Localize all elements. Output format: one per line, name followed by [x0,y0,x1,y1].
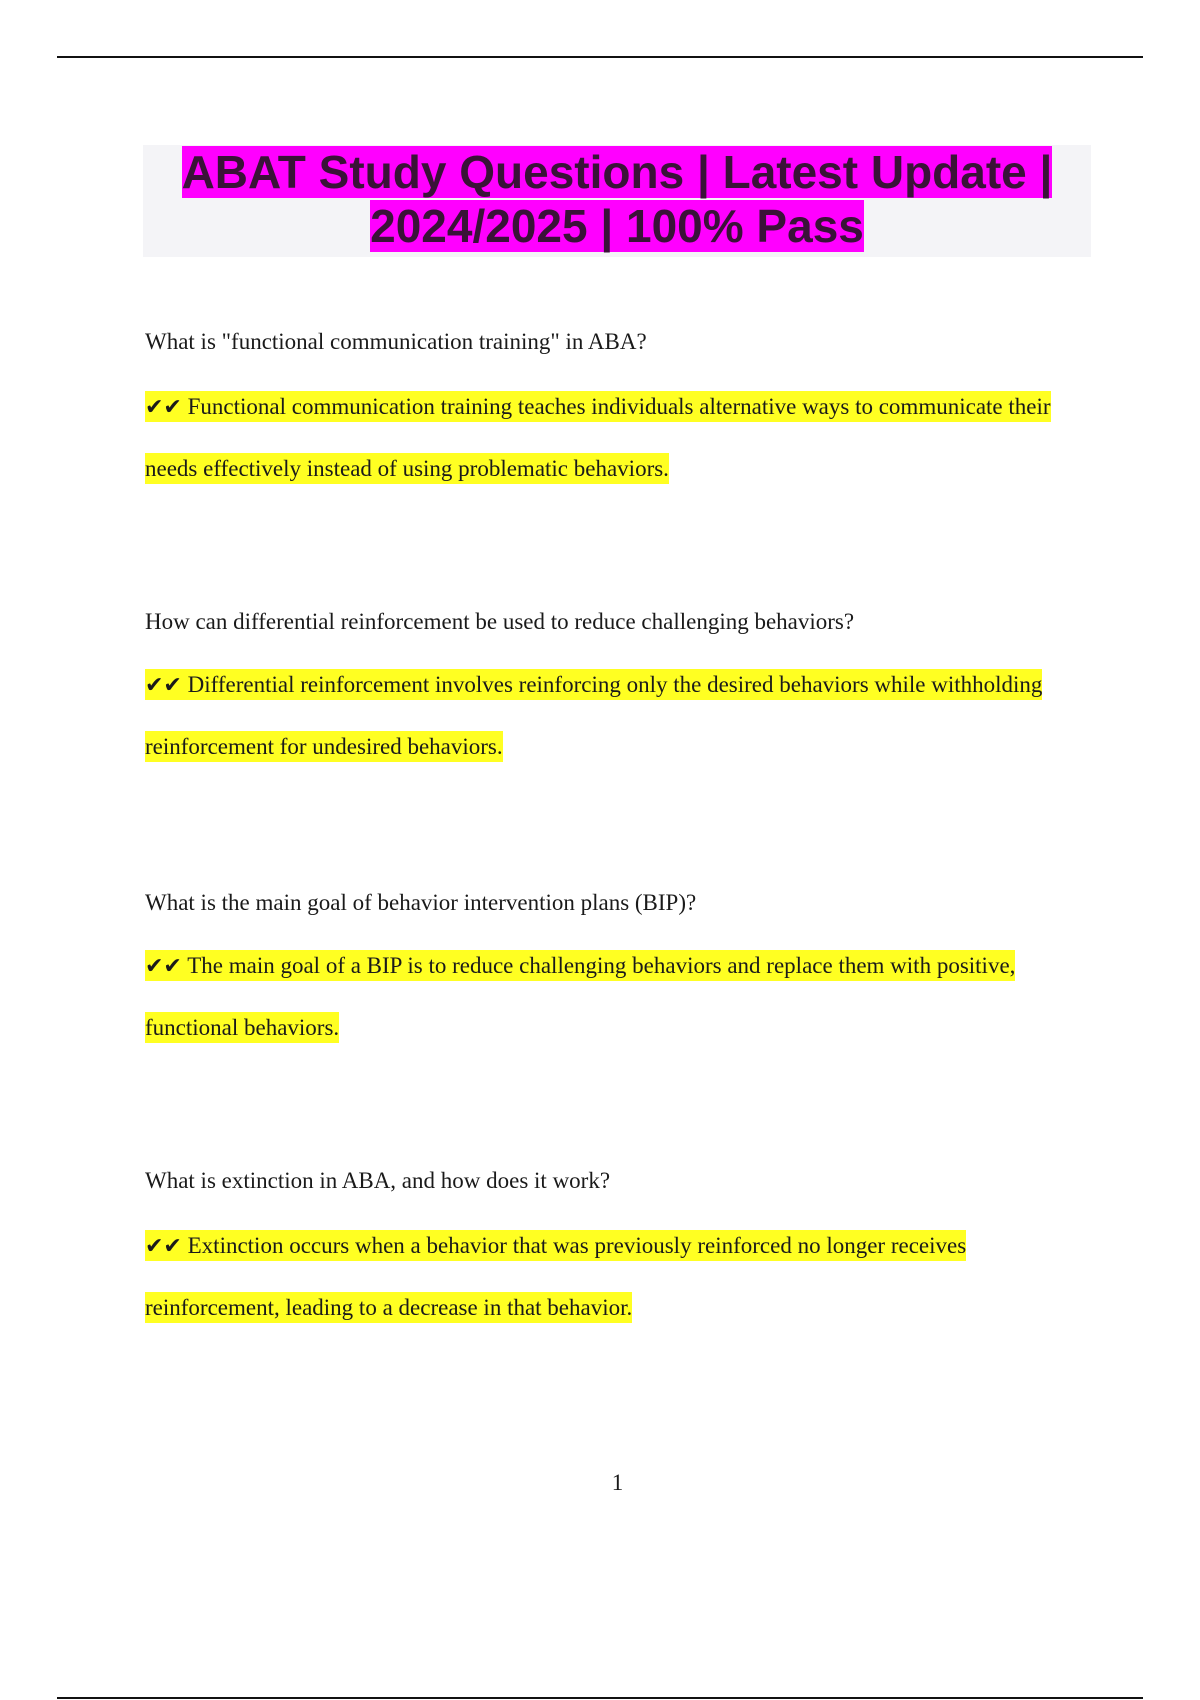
question-text: What is extinction in ABA, and how does it work? [145,1168,611,1193]
question-text: What is the main goal of behavior intervention plans (BIP)? [145,890,697,915]
answer-text: ✔✔ Extinction occurs when a behavior that was previously reinforced no longer receives reinforcement, leading to a decrease in that behavior. [145,1215,1075,1338]
double-check-icon: ✔✔ [145,954,182,979]
question-text: How can differential reinforcement be used to reduce challenging behaviors? [145,609,855,634]
double-check-icon: ✔✔ [145,673,182,698]
footer-rule [57,1697,1143,1699]
double-check-icon: ✔✔ [145,395,182,420]
document-title-box [143,145,1091,257]
answer-text: ✔✔ The main goal of a BIP is to reduce challenging behaviors and replace them with positive, functional behaviors. [145,935,1075,1058]
page-number: 1 [611,1470,624,1495]
answer-text: ✔✔ Functional communication training teaches individuals alternative ways to communicate their needs effectively instead of using problematic behaviors. [145,376,1075,499]
document-title: ABAT Study Questions | Latest Update | 2024/2025 | 100% Pass [181,146,1053,252]
header-rule [57,56,1143,58]
double-check-icon: ✔✔ [145,1234,182,1259]
answer-text: ✔✔ Differential reinforcement involves reinforcing only the desired behaviors while withholding reinforcement for undesired behaviors. [145,654,1075,777]
question-text: What is "functional communication training" in ABA? [145,329,647,354]
